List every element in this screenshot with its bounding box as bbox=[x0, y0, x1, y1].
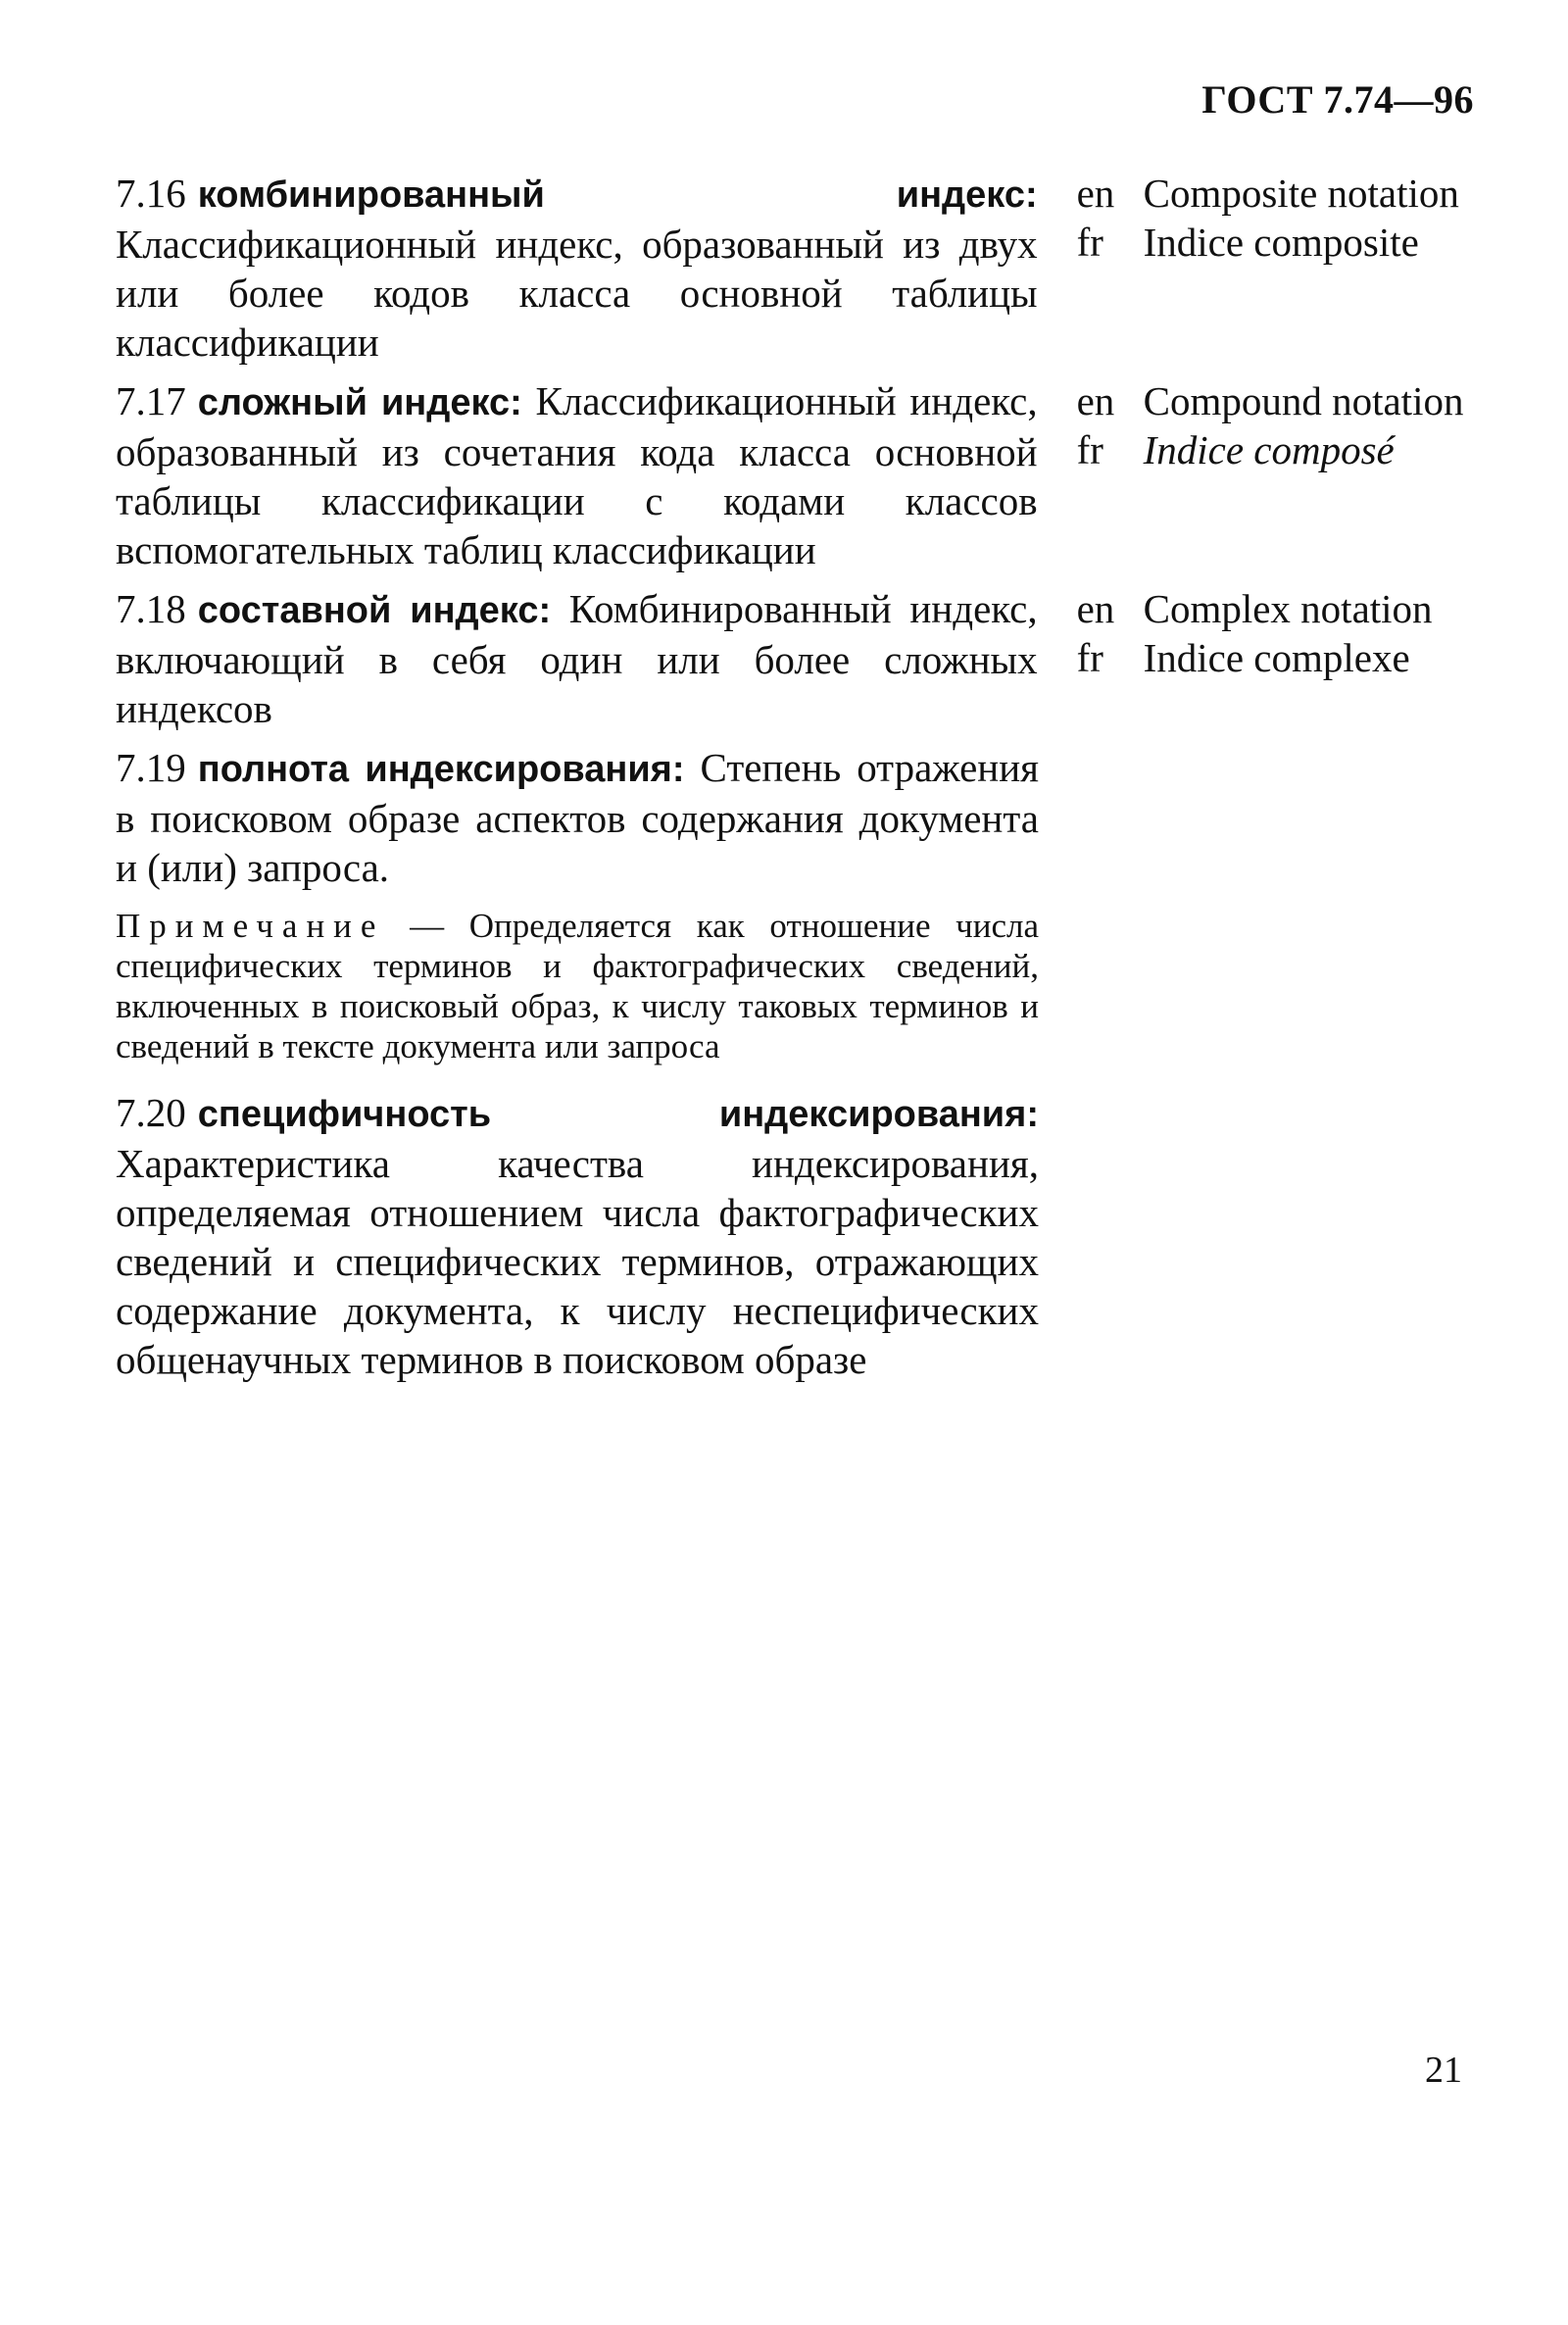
language-code: fr bbox=[1076, 635, 1103, 680]
term-name: специфичность индексирования: bbox=[197, 1094, 1039, 1135]
terms-section bbox=[116, 169, 1488, 1394]
term-entry-7-18 bbox=[116, 584, 1488, 733]
equivalent-en bbox=[1077, 376, 1488, 425]
language-code: en bbox=[1076, 586, 1115, 631]
language-code: fr bbox=[1076, 220, 1103, 265]
term-text bbox=[116, 376, 1038, 574]
note-text: Определяется как отношение числа специфических терминов и фактографических сведений, включенных в поисковый образ, к числу таковых терминов и сведений в тексте документа или запроса bbox=[116, 907, 1039, 1065]
term-number: 7.20 bbox=[116, 1090, 186, 1135]
note-dash: — bbox=[384, 907, 469, 945]
page-number: 21 bbox=[1425, 2050, 1462, 2091]
term-definition: Степень отражения в поисковом образе аспектов содержания документа и (или) запроса. bbox=[116, 745, 1040, 890]
equivalent-fr bbox=[1077, 633, 1488, 682]
term-name: составной индекс: bbox=[197, 590, 552, 631]
french-term: Indice composite bbox=[1143, 220, 1419, 265]
language-code: en bbox=[1076, 171, 1115, 216]
term-entry-7-19 bbox=[116, 743, 1488, 892]
term-number: 7.16 bbox=[116, 171, 186, 216]
french-term: Indice complexe bbox=[1143, 635, 1410, 680]
english-term: Composite notation bbox=[1143, 171, 1459, 216]
term-number: 7.19 bbox=[116, 745, 186, 790]
equivalent-fr bbox=[1077, 425, 1488, 474]
foreign-equivalents bbox=[1077, 169, 1488, 267]
language-code: fr bbox=[1076, 427, 1103, 472]
term-entry-7-17 bbox=[116, 376, 1488, 574]
term-number: 7.18 bbox=[116, 586, 186, 631]
term-definition: Характеристика качества индексирования, определяемая отношением числа фактографических сведений и специфических терминов, отражающих содержание документа, к числу неспецифических общенаучных терминов в поисковом образе bbox=[116, 1141, 1039, 1382]
term-entry-7-16 bbox=[116, 169, 1488, 367]
french-term: Indice composé bbox=[1143, 427, 1395, 472]
language-code: en bbox=[1076, 378, 1115, 423]
note-block bbox=[116, 906, 1039, 1066]
term-definition: Классификационный индекс, образованный из сочетания кода класса основной таблицы классификации с кодами классов вспомогательных таблиц классификации bbox=[116, 378, 1038, 572]
term-definition: Классификационный индекс, образованный из двух или более кодов класса основной таблицы классификации bbox=[116, 222, 1038, 365]
equivalent-en bbox=[1077, 584, 1488, 633]
term-name: комбинированный индекс: bbox=[197, 174, 1038, 216]
term-text bbox=[116, 169, 1038, 367]
foreign-equivalents bbox=[1077, 584, 1488, 682]
foreign-equivalents bbox=[1077, 376, 1488, 474]
term-name: сложный индекс: bbox=[197, 382, 522, 423]
term-name: полнота индексирования: bbox=[197, 749, 685, 790]
term-entry-7-20 bbox=[116, 1088, 1488, 1384]
term-text bbox=[116, 584, 1038, 733]
term-text bbox=[116, 743, 1039, 892]
english-term: Compound notation bbox=[1143, 378, 1464, 423]
equivalent-en bbox=[1077, 169, 1488, 218]
equivalent-fr bbox=[1077, 218, 1488, 267]
document-designation: ГОСТ 7.74—96 bbox=[1201, 77, 1474, 122]
english-term: Complex notation bbox=[1143, 586, 1433, 631]
term-text bbox=[116, 1088, 1039, 1384]
note-label: Примечание bbox=[116, 907, 385, 945]
term-definition: Комбинированный индекс, включающий в себя один или более сложных индексов bbox=[116, 586, 1038, 731]
term-number: 7.17 bbox=[116, 378, 186, 423]
